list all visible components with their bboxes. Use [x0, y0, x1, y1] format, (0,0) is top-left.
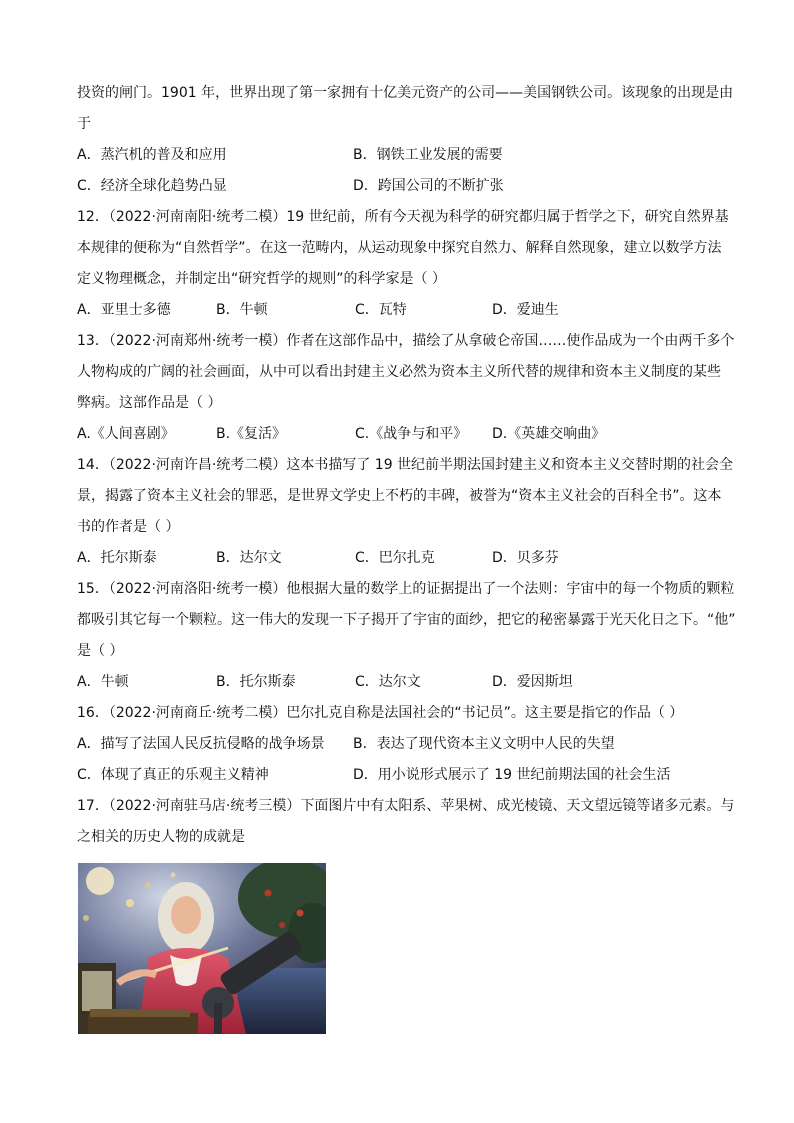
- q16-line-1: 16．（2022·河南商丘·统考二模）巴尔扎克自称是法国社会的“书记员”。这主要是指它的作品（ ）: [77, 705, 684, 721]
- intro-line-2: 于: [77, 116, 91, 132]
- q12-line-1: 12．（2022·河南南阳·统考二模）19 世纪前，所有今天视为科学的研究都归属于哲学之下，研究自然界基: [77, 209, 729, 225]
- q12-line-2: 本规律的便称为“自然哲学”。在这一范畴内，从运动现象中探究自然力、解释自然现象，建立以数学方法: [77, 240, 722, 256]
- option-c[interactable]: C.《战争与和平》: [355, 426, 468, 442]
- q14-line-1: 14．（2022·河南许昌·统考二模）这本书描写了 19 世纪前半期法国封建主义和资本主义交替时期的社会全: [77, 457, 734, 473]
- option-a[interactable]: A．托尔斯泰: [77, 550, 157, 566]
- option-c[interactable]: C．经济全球化趋势凸显: [77, 178, 227, 194]
- question-page: [77, 78, 736, 853]
- q13-options: [77, 419, 727, 450]
- option-d[interactable]: D．跨国公司的不断扩张: [353, 178, 504, 194]
- q15-line-3: 是（ ）: [77, 643, 124, 659]
- option-c[interactable]: C．达尔文: [355, 674, 421, 690]
- option-d[interactable]: D．爱迪生: [492, 302, 559, 318]
- q15-line-1: 15．（2022·河南洛阳·统考一模）他根据大量的数学上的证据提出了一个法则：宇宙中的每一个物质的颗粒: [77, 581, 735, 597]
- option-d[interactable]: D．用小说形式展示了 19 世纪前期法国的社会生活: [353, 767, 671, 783]
- q14-line-3: 书的作者是（ ）: [77, 519, 180, 535]
- q13-line-3: 弊病。这部作品是（ ）: [77, 395, 222, 411]
- option-a[interactable]: A．亚里士多德: [77, 302, 171, 318]
- option-d[interactable]: D.《英雄交响曲》: [492, 426, 606, 442]
- option-b[interactable]: B.《复活》: [216, 426, 287, 442]
- option-b[interactable]: B．达尔文: [216, 550, 282, 566]
- q16-options-row-1: [77, 729, 727, 760]
- option-d[interactable]: D．爱因斯坦: [492, 674, 573, 690]
- q14-options: [77, 543, 727, 574]
- option-a[interactable]: A．蒸汽机的普及和应用: [77, 147, 227, 163]
- q16-options-row-2: [77, 760, 727, 791]
- option-c[interactable]: C．巴尔扎克: [355, 550, 435, 566]
- q15-options: [77, 667, 727, 698]
- option-c[interactable]: C．体现了真正的乐观主义精神: [77, 767, 269, 783]
- q15-line-2: 都吸引其它每一个颗粒。这一伟大的发现一下子揭开了宇宙的面纱，把它的秘密暴露于光天化日之下。“他”: [77, 612, 736, 628]
- q14-line-2: 景，揭露了资本主义社会的罪恶，是世界文学史上不朽的丰碑，被誉为“资本主义社会的百科全书”。这本: [77, 488, 722, 504]
- option-b[interactable]: B．表达了现代资本主义文明中人民的失望: [353, 736, 615, 752]
- intro-options-row-2: [77, 171, 727, 202]
- option-a[interactable]: A.《人间喜剧》: [77, 426, 175, 442]
- option-a[interactable]: A．牛顿: [77, 674, 129, 690]
- q17-line-2: 之相关的历史人物的成就是: [77, 829, 245, 845]
- q13-line-1: 13．（2022·河南郑州·统考一模）作者在这部作品中，描绘了从拿破仑帝国……使作品成为一个由两千多个: [77, 333, 735, 349]
- intro-line-1: 投资的闸门。1901 年，世界出现了第一家拥有十亿美元资产的公司——美国钢铁公司。该现象的出现是由: [77, 85, 734, 101]
- option-b[interactable]: B．钢铁工业发展的需要: [353, 147, 503, 163]
- q13-line-2: 人物构成的广阔的社会画面，从中可以看出封建主义必然为资本主义所代替的规律和资本主义制度的某些: [77, 364, 721, 380]
- option-d[interactable]: D．贝多芬: [492, 550, 559, 566]
- option-a[interactable]: A．描写了法国人民反抗侵略的战争场景: [77, 736, 325, 752]
- option-b[interactable]: B．牛顿: [216, 302, 268, 318]
- newton-painting-image: [78, 863, 326, 1034]
- q17-line-1: 17．（2022·河南驻马店·统考三模）下面图片中有太阳系、苹果树、成光棱镜、天文望远镜等诸多元素。与: [77, 798, 735, 814]
- intro-options-row-1: [77, 140, 727, 171]
- option-c[interactable]: C．瓦特: [355, 302, 407, 318]
- option-b[interactable]: B．托尔斯泰: [216, 674, 296, 690]
- q12-line-3: 定义物理概念，并制定出“研究哲学的规则”的科学家是（ ）: [77, 271, 446, 287]
- q12-options: [77, 295, 727, 326]
